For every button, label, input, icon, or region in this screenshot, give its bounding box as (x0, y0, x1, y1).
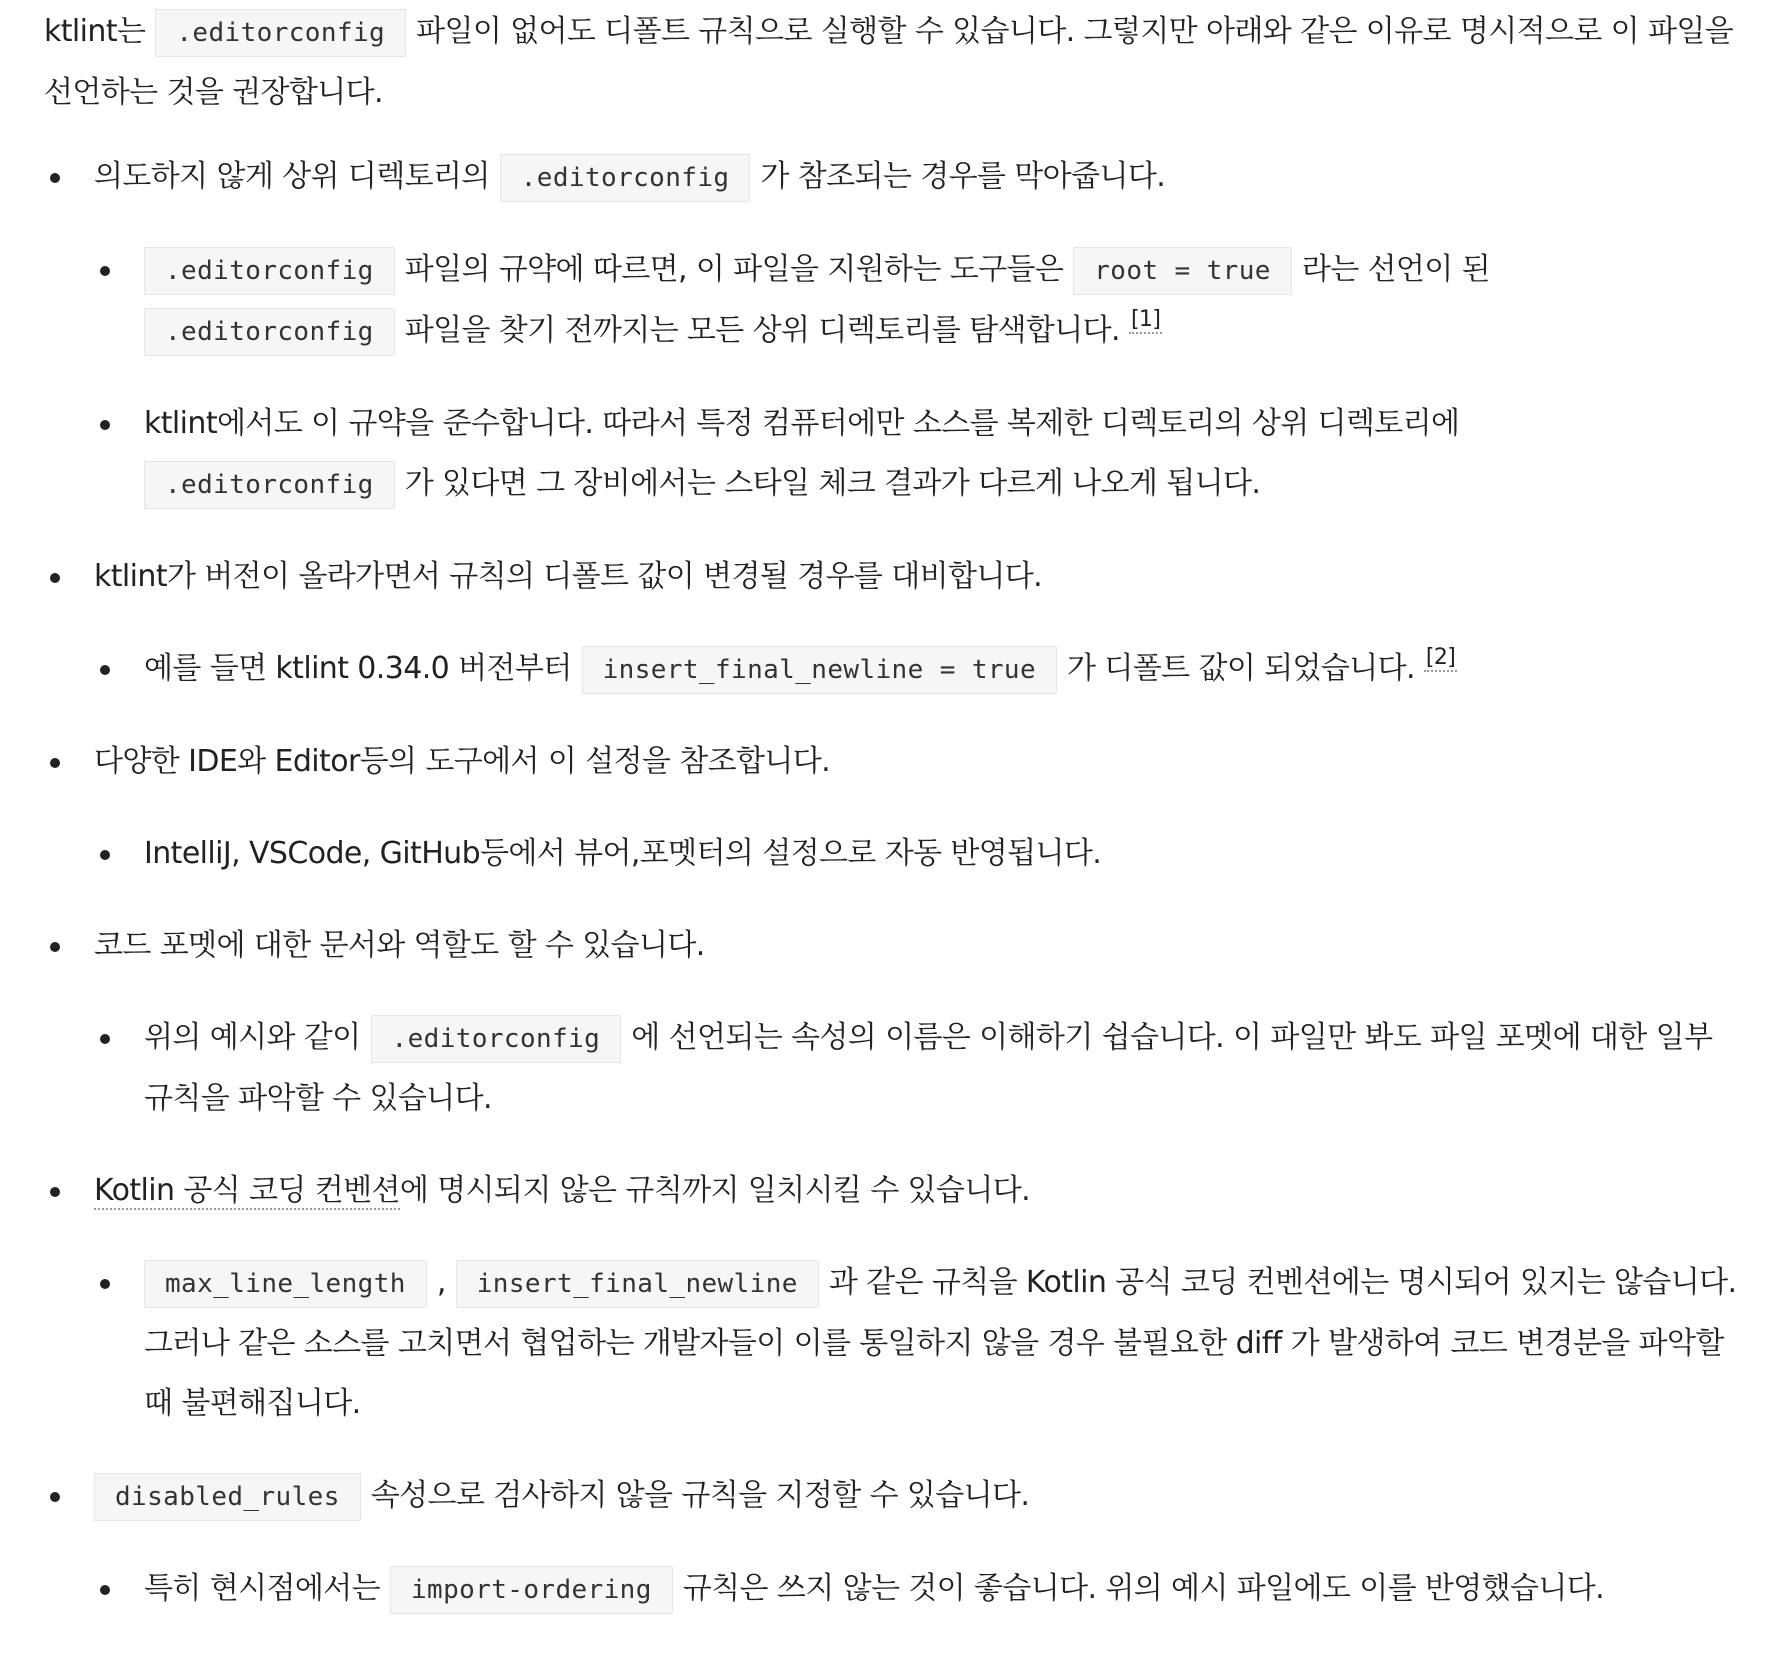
code-editorconfig: .editorconfig (500, 154, 751, 202)
sub-text: 규칙은 쓰지 않는 것이 좋습니다. 위의 예시 파일에도 이를 반영했습니다. (682, 1571, 1605, 1606)
sub-text: 가 있다면 그 장비에서는 스타일 체크 결과가 다르게 나오게 됩니다. (404, 466, 1261, 501)
reason-text: 코드 포멧에 대한 문서와 역할도 할 수 있습니다. (94, 928, 705, 963)
reason-item (44, 147, 1738, 515)
code-root-true: root = true (1073, 247, 1292, 295)
sub-text: ktlint에서도 이 규약을 준수합니다. 따라서 특정 컴퓨터에만 소스를 복제한 디렉토리의 상위 디렉토리에 (144, 406, 1460, 441)
sub-item (94, 240, 1738, 362)
reason-text: 의도하지 않게 상위 디렉토리의 (94, 159, 490, 194)
code-import-ordering: import-ordering (390, 1566, 673, 1614)
sub-item (94, 1253, 1738, 1434)
sub-text: 과 같은 규칙을 Kotlin 공식 코딩 컨벤션에는 명시되어 있지는 않습니다. 그러나 같은 소스를 고치면서 협업하는 개발자들이 이를 통일하지 않을 경우 불필요한 diff 가 발생하여 코드 변경분을 파악할 때 불편해집니다. (144, 1265, 1737, 1421)
reason-text: 속성으로 검사하지 않을 규칙을 지정할 수 있습니다. (370, 1478, 1030, 1513)
sub-text: 파일의 규약에 따르면, 이 파일을 지원하는 도구들은 (404, 252, 1064, 287)
sub-text: 라는 선언이 된 (1301, 252, 1490, 287)
intro-text: ktlint는 (44, 14, 146, 49)
sub-item (94, 1559, 1738, 1620)
reason-item (44, 916, 1738, 1129)
reason-text: ktlint가 버전이 올라가면서 규칙의 디폴트 값이 변경될 경우를 대비합니다. (94, 559, 1043, 594)
intro-paragraph (44, 0, 1738, 123)
sub-text: 가 디폴트 값이 되었습니다. (1067, 651, 1415, 686)
code-insert-final-newline: insert_final_newline (456, 1260, 819, 1308)
reason-item (44, 1161, 1738, 1434)
reason-sublist (94, 639, 1738, 700)
code-insert-final-newline: insert_final_newline = true (582, 646, 1057, 694)
reason-sublist (94, 240, 1738, 515)
sub-text: 파일을 찾기 전까지는 모든 상위 디렉토리를 탐색합니다. (404, 313, 1120, 348)
sub-item (94, 824, 1738, 884)
separator-comma: , (436, 1265, 446, 1300)
sub-item (94, 1008, 1738, 1129)
reason-sublist (94, 1253, 1738, 1434)
footnote-link[interactable]: [1] (1130, 307, 1161, 332)
footnote-link[interactable]: [2] (1425, 645, 1456, 670)
sub-text: IntelliJ, VSCode, GitHub등에서 뷰어,포멧터의 설정으로 자동 반영됩니다. (144, 836, 1102, 871)
sub-text: 예를 들면 ktlint 0.34.0 버전부터 (144, 651, 572, 686)
sub-text: 에 선언되는 속성의 이름은 이해하기 쉽습니다. 이 파일만 봐도 파일 포멧에 대한 일부 규칙을 파악할 수 있습니다. (144, 1020, 1713, 1116)
reason-item (44, 547, 1738, 700)
reasons-list (44, 147, 1738, 1620)
reason-sublist (94, 824, 1738, 884)
reason-text: 다양한 IDE와 Editor등의 도구에서 이 설정을 참조합니다. (94, 744, 831, 779)
code-editorconfig: .editorconfig (371, 1015, 622, 1063)
reason-sublist (94, 1008, 1738, 1129)
reason-text: 에 명시되지 않은 규칙까지 일치시킬 수 있습니다. (399, 1173, 1031, 1208)
reason-item (44, 1466, 1738, 1620)
reason-text: 가 참조되는 경우를 막아줍니다. (760, 159, 1166, 194)
sub-text: 위의 예시와 같이 (144, 1020, 361, 1055)
reason-sublist (94, 1559, 1738, 1620)
reason-item (44, 732, 1738, 884)
sub-item (94, 639, 1738, 700)
code-editorconfig: .editorconfig (144, 247, 395, 295)
sub-item (94, 394, 1738, 515)
code-editorconfig: .editorconfig (155, 9, 406, 57)
code-editorconfig: .editorconfig (144, 461, 395, 509)
code-editorconfig: .editorconfig (144, 308, 395, 356)
sub-text: 특히 현시점에서는 (144, 1571, 380, 1606)
code-disabled-rules: disabled_rules (94, 1473, 361, 1521)
intro-text: 파일이 없어도 디폴트 규칙으로 실행할 수 있습니다. 그렇지만 아래와 같은 이유로 명시적으로 이 파일을 선언하는 것을 권장합니다. (44, 14, 1734, 110)
kotlin-convention-link[interactable]: Kotlin 공식 코딩 컨벤션 (94, 1173, 400, 1208)
code-max-line-length: max_line_length (144, 1260, 427, 1308)
